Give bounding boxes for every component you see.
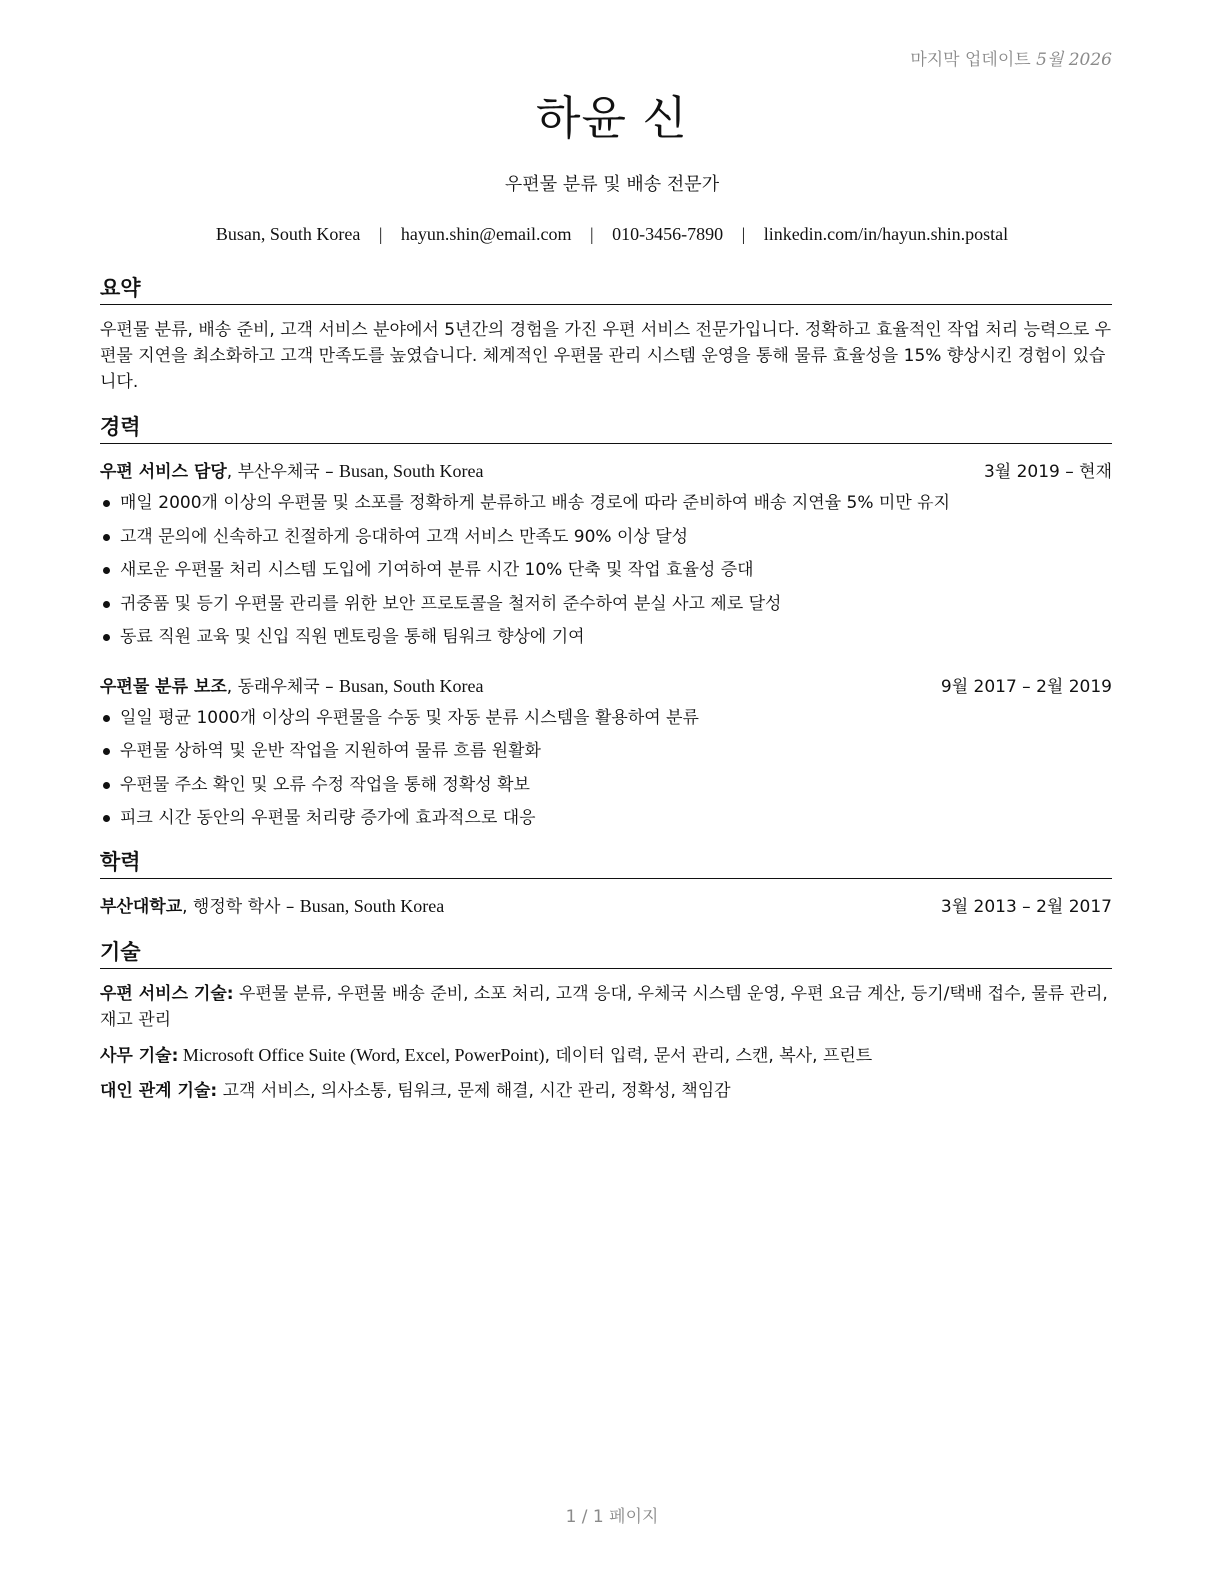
skill-value-software: Microsoft Office Suite (Word, Excel, PowerPoint): [178, 1044, 545, 1065]
experience-entry: [100, 456, 1112, 655]
skill-row: [100, 981, 1112, 1033]
contact-line: [0, 224, 1224, 245]
person-name: 하윤 신: [536, 91, 688, 145]
skill-label: 사무 기술:: [100, 1045, 179, 1066]
skill-label: 우편 서비스 기술:: [100, 983, 234, 1004]
list-item: 피크 시간 동안의 우편물 처리량 증가에 효과적으로 대응: [100, 802, 1112, 836]
contact-linkedin[interactable]: linkedin.com/in/hayun.shin.postal: [763, 224, 1009, 244]
job-title: 우편물 분류 및 배송 전문가: [504, 174, 720, 195]
last-updated: [910, 45, 1112, 70]
list-item: 우편물 주소 확인 및 오류 수정 작업을 통해 정확성 확보: [100, 769, 1112, 803]
job-role: 우편물 분류 보조: [100, 676, 227, 697]
last-updated-date: 5월 2026: [1036, 50, 1112, 70]
list-item: 일일 평균 1000개 이상의 우편물을 수동 및 자동 분류 시스템을 활용하여 분류: [100, 702, 1112, 736]
education-entry: [100, 891, 1112, 922]
skill-value: 고객 서비스, 의사소통, 팀워크, 문제 해결, 시간 관리, 정확성, 책임감: [217, 1080, 731, 1101]
section-title-education: 학력: [100, 846, 1112, 879]
section-title-skills: 기술: [100, 936, 1112, 969]
education-degree: , 행정학 학사 –: [182, 896, 300, 917]
list-item: 귀중품 및 등기 우편물 관리를 위한 보안 프로토콜을 철저히 준수하여 분실 사고 제로 달성: [100, 588, 1112, 622]
list-item: 고객 문의에 신속하고 친절하게 응대하여 고객 서비스 만족도 90% 이상 달성: [100, 521, 1112, 555]
contact-separator: |: [378, 224, 383, 244]
job-org: , 동래우체국 –: [226, 676, 340, 697]
job-dates-text: 3월 2019 – 현재: [983, 462, 1112, 482]
job-bullets: [100, 702, 1112, 836]
last-updated-label: 마지막 업데이트: [910, 50, 1031, 70]
list-item: 새로운 우편물 처리 시스템 도입에 기여하여 분류 시간 10% 단축 및 작업 효율성 증대: [100, 554, 1112, 588]
list-item: 우편물 상하역 및 운반 작업을 지원하여 물류 흐름 원활화: [100, 735, 1112, 769]
job-dates-text: 9월 2017 – 2월 2019: [940, 676, 1112, 697]
resume-content: [100, 272, 1112, 1113]
education-location: Busan, South Korea: [299, 895, 445, 916]
education-school: 부산대학교: [100, 896, 183, 917]
contact-email[interactable]: hayun.shin@email.com: [400, 224, 572, 244]
job-bullets: [100, 487, 1112, 655]
skill-row: [100, 1042, 1112, 1069]
section-title-summary: 요약: [100, 272, 1112, 305]
contact-phone: 010-3456-7890: [612, 224, 724, 244]
page-indicator: 1 / 1 페이지: [565, 1507, 659, 1527]
summary-text: 우편물 분류, 배송 준비, 고객 서비스 분야에서 5년간의 경험을 가진 우편 서비스 전문가입니다. 정확하고 효율적인 작업 처리 능력으로 우편물 지연을 최소화하고 고객 만족도를 높였습니다. 체계적인 우편물 관리 시스템 운영을 통해 물류 효율성을 15% 향상시킨 경험이 있습니다.: [100, 320, 1112, 392]
job-location: Busan, South Korea: [339, 461, 484, 481]
job-dates: [984, 456, 1112, 487]
list-item: 매일 2000개 이상의 우편물 및 소포를 정확하게 분류하고 배송 경로에 따라 준비하여 배송 지연율 5% 미만 유지: [100, 487, 1112, 521]
skill-value: , 데이터 입력, 문서 관리, 스캔, 복사, 프린트: [544, 1045, 873, 1066]
job-org: , 부산우체국 –: [226, 462, 340, 482]
skill-row: [100, 1078, 1112, 1104]
contact-location: Busan, South Korea: [215, 224, 361, 244]
job-location: Busan, South Korea: [339, 675, 484, 696]
experience-entry: [100, 671, 1112, 836]
skill-label: 대인 관계 기술:: [100, 1080, 218, 1101]
job-header: [100, 456, 1112, 487]
contact-separator: |: [589, 224, 594, 244]
job-role: 우편 서비스 담당: [100, 462, 227, 482]
job-header: [100, 671, 1112, 702]
skill-value: 우편물 분류, 우편물 배송 준비, 소포 처리, 고객 응대, 우체국 시스템 운영, 우편 요금 계산, 등기/택배 접수, 물류 관리, 재고 관리: [100, 983, 1108, 1030]
contact-separator: |: [741, 224, 746, 244]
list-item: 동료 직원 교육 및 신입 직원 멘토링을 통해 팀워크 향상에 기여: [100, 621, 1112, 655]
job-dates: [941, 671, 1112, 702]
section-title-experience: 경력: [100, 411, 1112, 444]
education-dates: [941, 891, 1112, 922]
education-dates-text: 3월 2013 – 2월 2017: [940, 896, 1112, 917]
